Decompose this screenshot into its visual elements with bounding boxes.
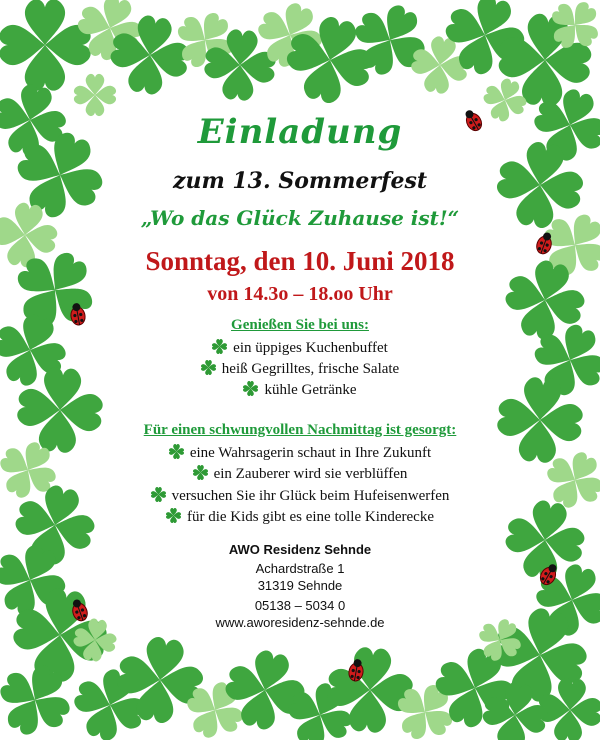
- event-subtitle: zum 13. Sommerfest: [172, 168, 428, 194]
- offer-item-text: heiß Gegrilltes, frische Salate: [221, 361, 400, 377]
- clover-icon: [243, 381, 258, 396]
- program-heading: Für einen schwungvollen Nachmittag ist gesorgt:: [143, 422, 457, 438]
- clover-icon: [212, 339, 227, 354]
- offer-item: [0, 339, 600, 357]
- event-date: Sonntag, den 10. Juni 2018: [145, 246, 455, 276]
- program-item: [0, 487, 600, 505]
- event-motto: „Wo das Glück Zuhause ist!“: [140, 206, 460, 230]
- program-item-text: versuchen Sie ihr Glück beim Hufeisenwerfen: [171, 488, 450, 504]
- offer-item: [0, 381, 600, 399]
- website-link: www.aworesidenz-sehnde.de: [215, 615, 385, 630]
- event-time: von 14.3o – 18.oo Uhr: [207, 283, 393, 305]
- program-item: [0, 508, 600, 526]
- clover-icon: [169, 444, 184, 459]
- program-item-text: eine Wahrsagerin schaut in Ihre Zukunft: [189, 445, 432, 461]
- program-item: [0, 465, 600, 483]
- clover-icon: [193, 465, 208, 480]
- program-item-text: ein Zauberer wird sie verblüffen: [213, 466, 408, 482]
- program-item-text: für die Kids gibt es eine tolle Kinderecke: [186, 509, 434, 525]
- city-address: 31319 Sehnde: [257, 578, 343, 593]
- clover-icon: [166, 508, 181, 523]
- clover-icon: [151, 487, 166, 502]
- organization-name: AWO Residenz Sehnde: [228, 542, 372, 557]
- street-address: Achardstraße 1: [255, 561, 345, 576]
- offer-item-text: kühle Getränke: [264, 382, 357, 398]
- invitation-title: Einladung: [197, 112, 403, 152]
- offer-item-text: ein üppiges Kuchenbuffet: [233, 340, 388, 356]
- offer-heading: Genießen Sie bei uns:: [231, 317, 369, 333]
- phone-number: 05138 – 5034 0: [254, 598, 346, 613]
- clover-icon: [201, 360, 216, 375]
- program-item: [0, 444, 600, 462]
- offer-item: [0, 360, 600, 378]
